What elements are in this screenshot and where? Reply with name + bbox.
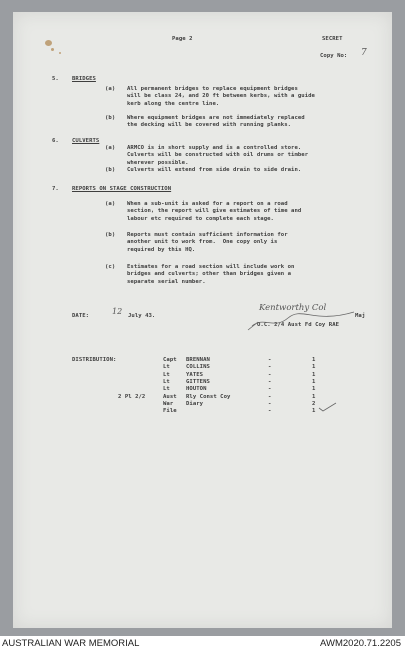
footer-accession: AWM2020.71.2205 <box>320 638 401 649</box>
distribution-name: Rly Const Coy <box>186 393 231 400</box>
date-value: July 43. <box>128 313 156 319</box>
item-text-line: Estimates for a road section will include work on <box>127 264 295 270</box>
item-text-line: the decking will be covered with running planks. <box>127 122 292 129</box>
signature: Kentworthy Col <box>259 303 327 313</box>
distribution-rank: Lt <box>163 386 170 393</box>
date-label: DATE: <box>72 313 90 319</box>
section-title: REPORTS ON STAGE CONSTRUCTION <box>72 186 172 192</box>
item-text-line: bridges and culverts; other than bridges given a <box>127 271 292 278</box>
item-label: (b) <box>105 232 116 238</box>
signatory-role: O.C. 2/4 Aust Fd Coy RAE <box>257 322 340 328</box>
distribution-dash: - <box>268 400 272 407</box>
item-label: (a) <box>105 86 116 92</box>
distribution-count: 1 <box>312 393 316 400</box>
item-label: (c) <box>105 264 116 270</box>
distribution-dash: - <box>268 378 272 385</box>
distribution-rank: Lt <box>163 371 170 378</box>
item-text-line: ARMCO is in short supply and is a controlled store. <box>127 145 302 151</box>
distribution-count: 1 <box>312 378 316 385</box>
section-number: 5. <box>52 76 59 82</box>
distribution-dash: - <box>268 364 272 371</box>
item-text-line: will be class 24, and 20 ft between kerbs, with a guide <box>127 93 315 100</box>
distribution-count: 1 <box>312 357 316 363</box>
section-title: CULVERTS <box>72 138 100 144</box>
distribution-name: GITTENS <box>186 378 210 385</box>
distribution-count: 2 <box>312 400 316 407</box>
distribution-count: 1 <box>312 364 316 371</box>
distribution-count: 1 <box>312 371 316 378</box>
distribution-count: 1 <box>312 386 316 393</box>
item-text-line: Culverts will extend from side drain to side drain. <box>127 167 302 173</box>
item-text-line: wherever possible. <box>127 159 189 166</box>
tick-mark <box>318 402 338 412</box>
distribution-dash: - <box>268 393 272 400</box>
distribution-rank: File <box>163 408 177 415</box>
item-text-line: separate serial number. <box>127 278 206 285</box>
distribution-name: BRENNAN <box>186 357 210 363</box>
footer-institution: AUSTRALIAN WAR MEMORIAL <box>2 638 140 649</box>
distribution-count: 1 <box>312 408 316 415</box>
distribution-name: Diary <box>186 400 204 407</box>
rust-stain <box>59 52 61 54</box>
section-number: 6. <box>52 138 59 144</box>
item-label: (b) <box>105 115 116 121</box>
item-text-line: Reports must contain sufficient information for <box>127 232 288 238</box>
distribution-dash: - <box>268 371 272 378</box>
distribution-name: HOUTON <box>186 386 207 393</box>
page-number: Page 2 <box>172 36 193 42</box>
rust-stain <box>51 48 54 51</box>
item-text-line: labour etc required to complete each stage. <box>127 215 274 222</box>
distribution-rank: Aust <box>163 393 177 400</box>
section-number: 7. <box>52 186 59 192</box>
distribution-label: DISTRIBUTION: <box>72 357 117 363</box>
item-text-line: kerb along the centre line. <box>127 100 220 107</box>
item-label: (a) <box>105 145 116 151</box>
signatory-rank: Maj <box>355 313 366 319</box>
distribution-dash: - <box>268 357 272 363</box>
copy-number-label: Copy No: <box>320 53 348 59</box>
rust-stain <box>45 40 52 46</box>
item-text-line: Where equipment bridges are not immediately replaced <box>127 115 305 121</box>
item-text-line: required by this HQ. <box>127 246 196 253</box>
item-text-line: another unit to work from. One copy only is <box>127 239 278 246</box>
distribution-prefix: 2 Pl 2/2 <box>118 393 146 400</box>
distribution-dash: - <box>268 408 272 415</box>
distribution-rank: Capt <box>163 357 177 363</box>
distribution-rank: Lt <box>163 378 170 385</box>
item-label: (b) <box>105 167 116 173</box>
signature-flourish <box>244 306 364 332</box>
distribution-name: COLLINS <box>186 364 210 371</box>
distribution-dash: - <box>268 386 272 393</box>
distribution-rank: War <box>163 400 174 407</box>
distribution-name: YATES <box>186 371 204 378</box>
item-text-line: When a sub-unit is asked for a report on a road <box>127 201 288 207</box>
distribution-rank: Lt <box>163 364 170 371</box>
date-day-handwritten: 12 <box>112 307 123 316</box>
item-text-line: All permanent bridges to replace equipment bridges <box>127 86 298 92</box>
section-title: BRIDGES <box>72 76 96 82</box>
item-text-line: section, the report will give estimates of time and <box>127 208 302 215</box>
item-text-line: Culverts will be constructed with oil drums or timber <box>127 152 309 159</box>
copy-number-handwritten: 7 <box>361 48 367 58</box>
item-label: (a) <box>105 201 116 207</box>
security-classification: SECRET <box>322 36 343 42</box>
